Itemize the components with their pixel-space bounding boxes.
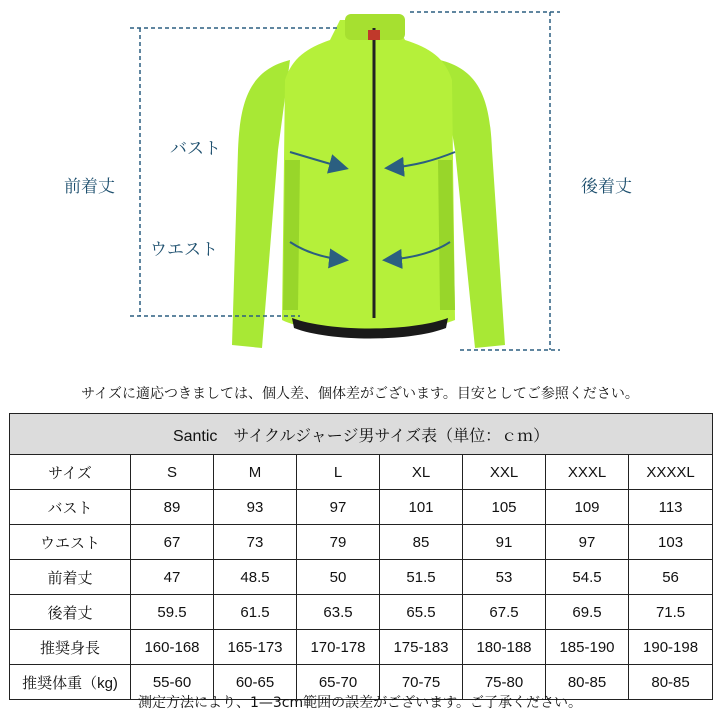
measurement-notice: 測定方法により、1—3cm範囲の誤差がございます。ご了承ください。: [137, 695, 583, 711]
table-cell: 93: [214, 490, 297, 525]
table-cell: 80-85: [629, 665, 713, 700]
table-cell: 65-70: [297, 665, 380, 700]
table-cell: 71.5: [629, 595, 713, 630]
back-length-label: 後着丈: [581, 177, 632, 197]
left-side-panel: [283, 160, 300, 310]
jersey-body: [282, 20, 455, 331]
table-cell: 60-65: [214, 665, 297, 700]
table-cell: XXL: [463, 455, 546, 490]
front-length-label: 前着丈: [64, 177, 115, 197]
table-cell: M: [214, 455, 297, 490]
table-cell: L: [297, 455, 380, 490]
table-cell: 67: [131, 525, 214, 560]
table-cell: S: [131, 455, 214, 490]
row-header: サイズ: [10, 455, 131, 490]
size-notice: サイズに適応つきましては、個人差、個体差がございます。目安としてご参照ください。: [81, 386, 639, 402]
size-chart-table: [9, 413, 712, 700]
table-title: Santic サイクルジャージ男サイズ表（単位：ｃｍ）: [10, 414, 713, 455]
table-cell: 185-190: [546, 630, 629, 665]
table-cell: 63.5: [297, 595, 380, 630]
table-row: [10, 630, 713, 665]
table-cell: 89: [131, 490, 214, 525]
table-cell: 165-173: [214, 630, 297, 665]
table-cell: XL: [380, 455, 463, 490]
table-cell: 61.5: [214, 595, 297, 630]
table-cell: 109: [546, 490, 629, 525]
table-cell: 101: [380, 490, 463, 525]
table-cell: 53: [463, 560, 546, 595]
row-header: ウエスト: [10, 525, 131, 560]
table-cell: 175-183: [380, 630, 463, 665]
table-cell: 51.5: [380, 560, 463, 595]
row-header: 後着丈: [10, 595, 131, 630]
table-cell: 70-75: [380, 665, 463, 700]
table-cell: 59.5: [131, 595, 214, 630]
table-cell: 79: [297, 525, 380, 560]
table-cell: 50: [297, 560, 380, 595]
table-cell: XXXL: [546, 455, 629, 490]
left-sleeve: [232, 60, 290, 348]
table-cell: XXXXL: [629, 455, 713, 490]
row-header: 推奨身長: [10, 630, 131, 665]
table-cell: 91: [463, 525, 546, 560]
table-cell: 47: [131, 560, 214, 595]
table-row: [10, 455, 713, 490]
row-header: バスト: [10, 490, 131, 525]
table-cell: 56: [629, 560, 713, 595]
table-row: [10, 525, 713, 560]
table-cell: 73: [214, 525, 297, 560]
table-cell: 113: [629, 490, 713, 525]
table-cell: 54.5: [546, 560, 629, 595]
table-cell: 48.5: [214, 560, 297, 595]
table-cell: 97: [546, 525, 629, 560]
table-cell: 103: [629, 525, 713, 560]
table-cell: 190-198: [629, 630, 713, 665]
table-row: [10, 560, 713, 595]
table-row: [10, 595, 713, 630]
table-cell: 97: [297, 490, 380, 525]
bust-label: バスト: [170, 139, 221, 159]
table-cell: 85: [380, 525, 463, 560]
table-cell: 75-80: [463, 665, 546, 700]
table-cell: 180-188: [463, 630, 546, 665]
table-cell: 80-85: [546, 665, 629, 700]
table-row: [10, 490, 713, 525]
table-cell: 160-168: [131, 630, 214, 665]
table-cell: 170-178: [297, 630, 380, 665]
waist-label: ウエスト: [150, 240, 218, 260]
table-cell: 105: [463, 490, 546, 525]
table-cell: 67.5: [463, 595, 546, 630]
row-header: 前着丈: [10, 560, 131, 595]
table-cell: 65.5: [380, 595, 463, 630]
table-cell: 69.5: [546, 595, 629, 630]
row-header: 推奨体重（kg): [10, 665, 131, 700]
table-cell: 55-60: [131, 665, 214, 700]
